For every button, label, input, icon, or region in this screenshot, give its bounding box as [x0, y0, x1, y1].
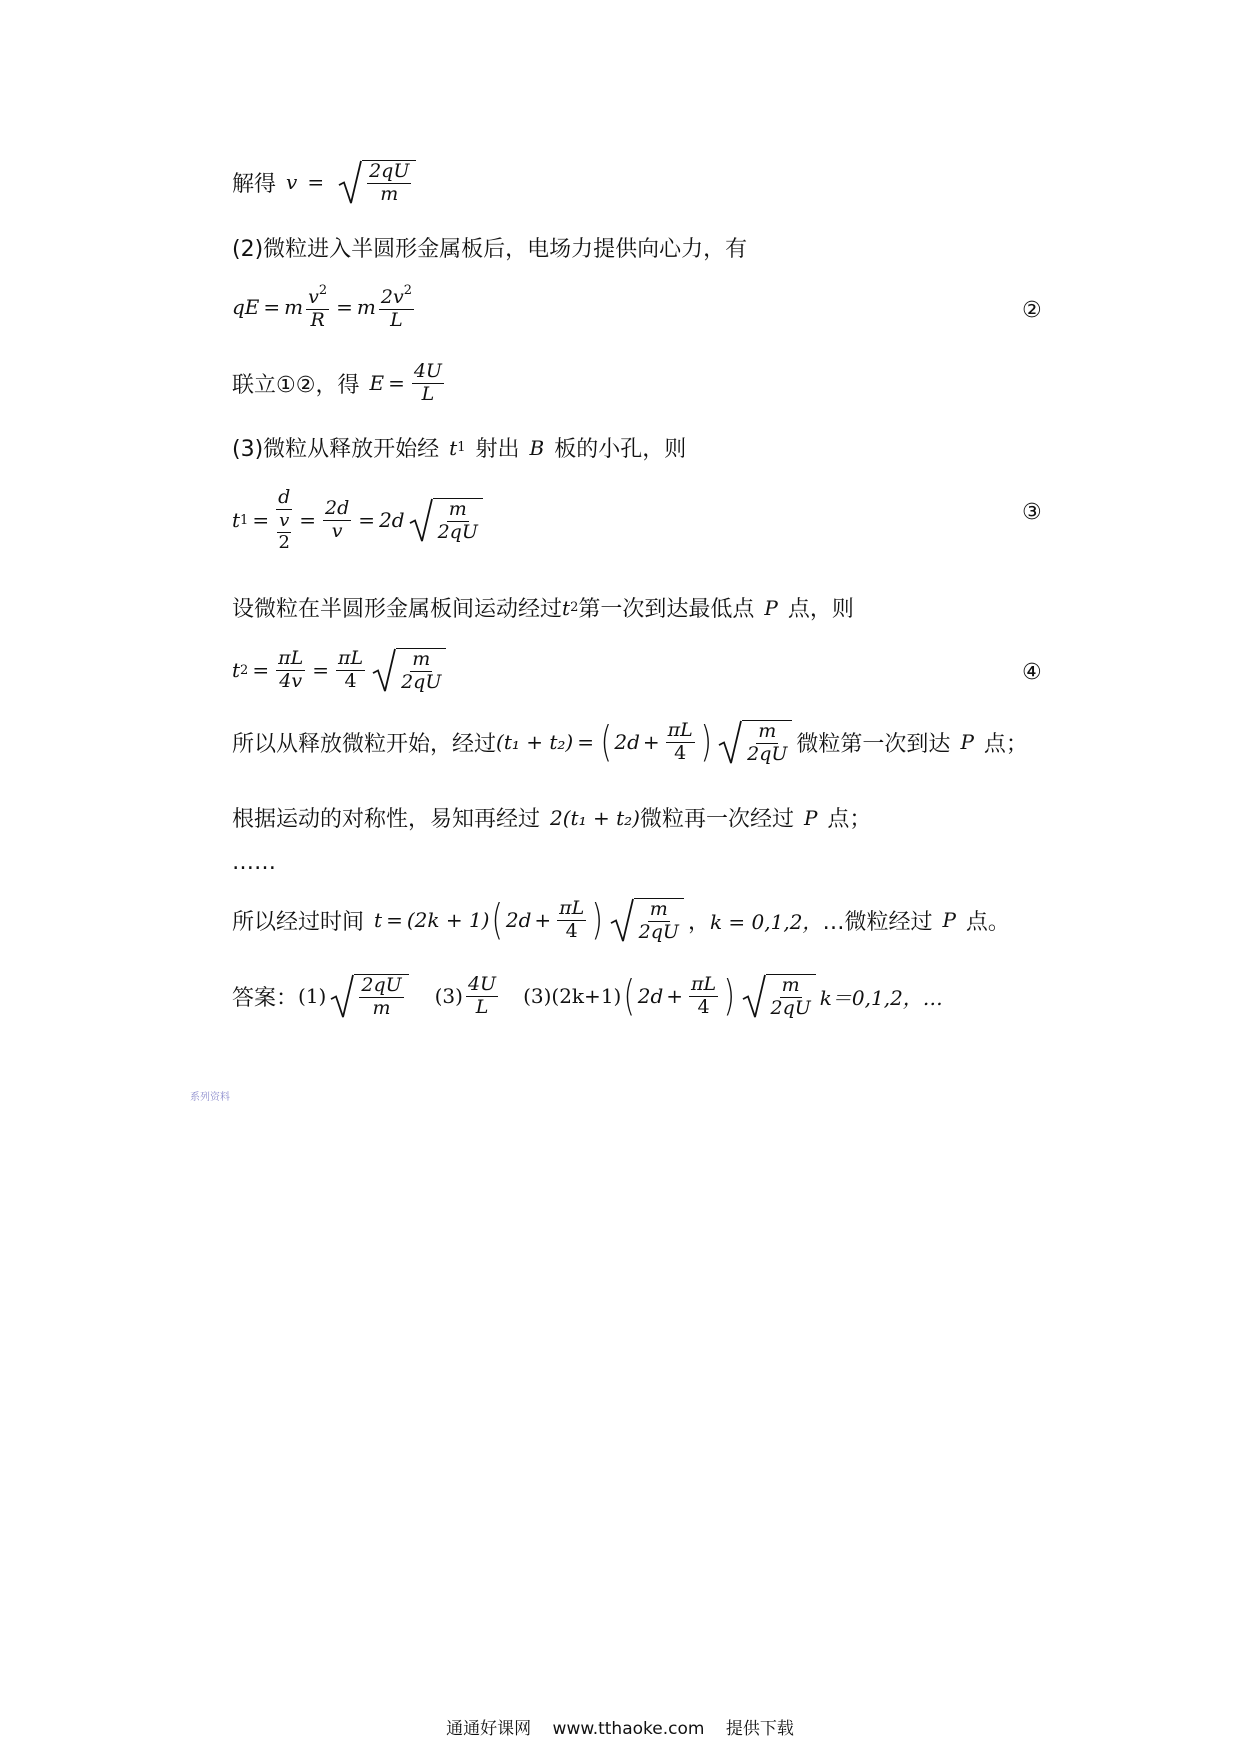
equals: = — [386, 908, 403, 933]
right-paren: ) — [723, 971, 736, 1021]
text-diyici: 第一次到达最低点 — [578, 597, 755, 622]
var-t: t — [232, 508, 241, 533]
exponent: 2 — [403, 283, 412, 298]
radical-sign-icon — [718, 720, 742, 765]
ellipsis-line — [232, 850, 276, 875]
left-paren: ( — [491, 895, 504, 945]
fraction-numerator: m — [781, 974, 800, 996]
equals: = — [263, 295, 281, 320]
fraction-denominator: 4v — [279, 669, 303, 692]
fraction-denominator: v — [331, 519, 343, 542]
fraction-denominator: m — [380, 182, 399, 205]
var-R: R — [310, 308, 325, 331]
solution-line-symmetry — [232, 802, 871, 833]
fraction-denominator: 2qU — [638, 920, 679, 943]
equals: = — [388, 371, 405, 396]
equals: = — [336, 295, 353, 320]
equals: = — [307, 170, 325, 195]
sqrt-expression — [610, 898, 684, 943]
footer-download-text: 提供下载 — [725, 1719, 794, 1739]
text-suoyi-shijian: 所以经过时间 — [232, 909, 365, 935]
subscript: 1 — [240, 512, 249, 528]
var-m: m — [284, 295, 304, 320]
solution-line-t2-intro — [232, 592, 854, 623]
fraction-numerator: 4U — [467, 973, 497, 995]
var-v: v — [279, 509, 290, 531]
sqrt-expression — [330, 974, 408, 1019]
fraction-denominator: m — [372, 996, 391, 1019]
equals: = — [312, 658, 329, 683]
equation-t2 — [232, 648, 450, 693]
text-weili-jingguo: …微粒经过 — [822, 909, 933, 935]
radical-sign-icon — [372, 648, 396, 693]
text-dianze: 点，则 — [787, 597, 854, 622]
text-shechu: 射出 — [475, 437, 520, 462]
sqrt-expression — [742, 974, 816, 1019]
fraction-denominator: 2qU — [401, 670, 442, 693]
plus: + — [666, 984, 684, 1009]
solution-line-v — [232, 160, 420, 205]
solution-step-3 — [232, 432, 686, 463]
text-dian: 点； — [827, 807, 872, 832]
var-m: m — [356, 295, 376, 320]
left-paren: ( — [600, 717, 612, 767]
text-dian: 点； — [983, 731, 1028, 757]
text-dian: 点。 — [965, 909, 1010, 935]
term-2d: 2d — [505, 908, 532, 933]
footer-url: www.tthaoke.com — [552, 1719, 705, 1739]
term-t1-plus-t2: (t₁ + t₂) — [496, 730, 574, 755]
text-weili-diyici: 微粒第一次到达 — [796, 731, 951, 757]
left-paren: ( — [623, 971, 636, 1021]
answer-label: 答案： — [232, 985, 299, 1011]
term-2k-plus-1: (2k + 1) — [406, 908, 490, 933]
plus: + — [642, 730, 660, 755]
sqrt-expression — [338, 160, 416, 205]
comma: ， — [687, 909, 710, 935]
equals: = — [577, 730, 594, 755]
solution-line-E — [232, 362, 447, 405]
term-2d: 2d — [379, 508, 405, 533]
watermark-text: 系列资料 — [190, 1092, 230, 1103]
fraction-denominator: 4 — [565, 919, 578, 942]
var-t: t — [562, 595, 571, 620]
var-L: L — [390, 308, 403, 331]
var-P: P — [764, 595, 778, 620]
exponent: 2 — [318, 283, 328, 298]
var-P: P — [803, 805, 818, 830]
right-paren: ) — [591, 895, 604, 945]
subscript: 2 — [570, 600, 579, 615]
fraction-numerator: πL — [278, 647, 304, 669]
fraction-denominator: 4 — [697, 995, 710, 1018]
text-jiede: 解得 — [232, 171, 277, 197]
fraction-numerator: 2qU — [369, 160, 410, 182]
fraction-denominator: L — [421, 382, 435, 405]
fraction-numerator: m — [412, 648, 431, 670]
equation-t1 — [232, 488, 487, 553]
equals: = — [358, 508, 376, 533]
ellipsis: …… — [232, 850, 276, 875]
equals: = — [252, 508, 270, 533]
k-values: k = 0,1,2， — [709, 909, 823, 934]
text-lianli: 联立①②，得 — [232, 372, 360, 398]
fraction-numerator: m — [758, 720, 777, 742]
footer-site-name: 通通好课网 — [446, 1719, 532, 1739]
text-shewei: 设微粒在半圆形金属板间运动经过 — [232, 597, 563, 622]
fraction-numerator: πL — [559, 897, 585, 919]
text-zaiyici: 微粒再一次经过 — [639, 807, 794, 832]
var-t: t — [374, 908, 383, 933]
subscript: 2 — [240, 662, 249, 678]
radical-sign-icon — [330, 974, 354, 1019]
fraction-denominator: 2qU — [770, 996, 811, 1019]
equals: = — [252, 658, 270, 683]
k-values: k＝0,1,2，… — [819, 985, 943, 1010]
term-2d: 2d — [614, 730, 640, 755]
step-3-text: (3)微粒从释放开始经 — [232, 437, 440, 462]
equation-centripetal — [232, 284, 417, 331]
fraction-numerator: m — [448, 497, 467, 520]
var-P: P — [960, 730, 974, 755]
right-paren: ) — [700, 717, 712, 767]
fraction-numerator: πL — [667, 719, 693, 741]
equation-number-4: ④ — [1022, 660, 1042, 685]
var-v: v — [286, 170, 298, 195]
term-2-t1-plus-t2: 2(t₁ + t₂) — [550, 805, 640, 830]
solution-step-2 — [232, 232, 747, 263]
plus: + — [534, 908, 552, 933]
var-t: t — [449, 435, 458, 460]
solution-line-general — [232, 895, 1010, 945]
fraction-denominator: 4 — [674, 741, 687, 764]
answer-line — [232, 971, 943, 1021]
fraction-numerator: πL — [691, 973, 717, 995]
fraction-numerator: πL — [337, 647, 364, 669]
solution-line-first-pass — [232, 717, 1028, 767]
term-qE: qE — [232, 295, 260, 320]
term-2d: 2d — [637, 984, 664, 1009]
page-footer — [0, 1714, 1240, 1739]
radical-sign-icon — [409, 498, 433, 543]
fraction-numerator: 4U — [413, 360, 442, 382]
text-genju: 根据运动的对称性，易知再经过 — [232, 807, 541, 832]
sqrt-expression — [718, 720, 792, 765]
answer-part-3: (3)(2k+1) — [523, 984, 622, 1009]
var-P: P — [942, 908, 956, 933]
radical-sign-icon — [742, 974, 766, 1019]
term-2v: 2v — [380, 286, 404, 308]
step-2-text: (2)微粒进入半圆形金属板后，电场力提供向心力，有 — [232, 237, 748, 262]
equals: = — [299, 508, 317, 533]
fraction-denominator: 4 — [344, 669, 357, 692]
var-E: E — [369, 371, 385, 396]
sqrt-expression — [409, 498, 483, 543]
sqrt-expression — [372, 648, 446, 693]
fraction-numerator: 2d — [325, 496, 350, 519]
fraction-denominator: L — [475, 995, 489, 1018]
fraction-numerator: m — [649, 898, 668, 920]
var-B: B — [529, 435, 545, 460]
equation-number-2: ② — [1022, 298, 1042, 323]
var-d: d — [278, 486, 291, 508]
fraction-numerator: 2qU — [361, 974, 402, 996]
subscript: 1 — [457, 440, 466, 455]
equation-number-3: ③ — [1022, 500, 1042, 525]
text-banxiaokong: 板的小孔，则 — [554, 437, 687, 462]
radical-sign-icon — [610, 898, 634, 943]
fraction-denominator: 2qU — [747, 742, 788, 765]
num-2: 2 — [278, 531, 290, 553]
fraction-denominator: 2qU — [437, 520, 478, 543]
var-t: t — [232, 658, 241, 683]
answer-part-1: (1) — [298, 984, 327, 1009]
var-v: v — [308, 286, 319, 308]
radical-sign-icon — [338, 160, 362, 205]
answer-part-2: (3) — [434, 984, 463, 1009]
text-suoyi: 所以从释放微粒开始，经过 — [232, 731, 497, 757]
